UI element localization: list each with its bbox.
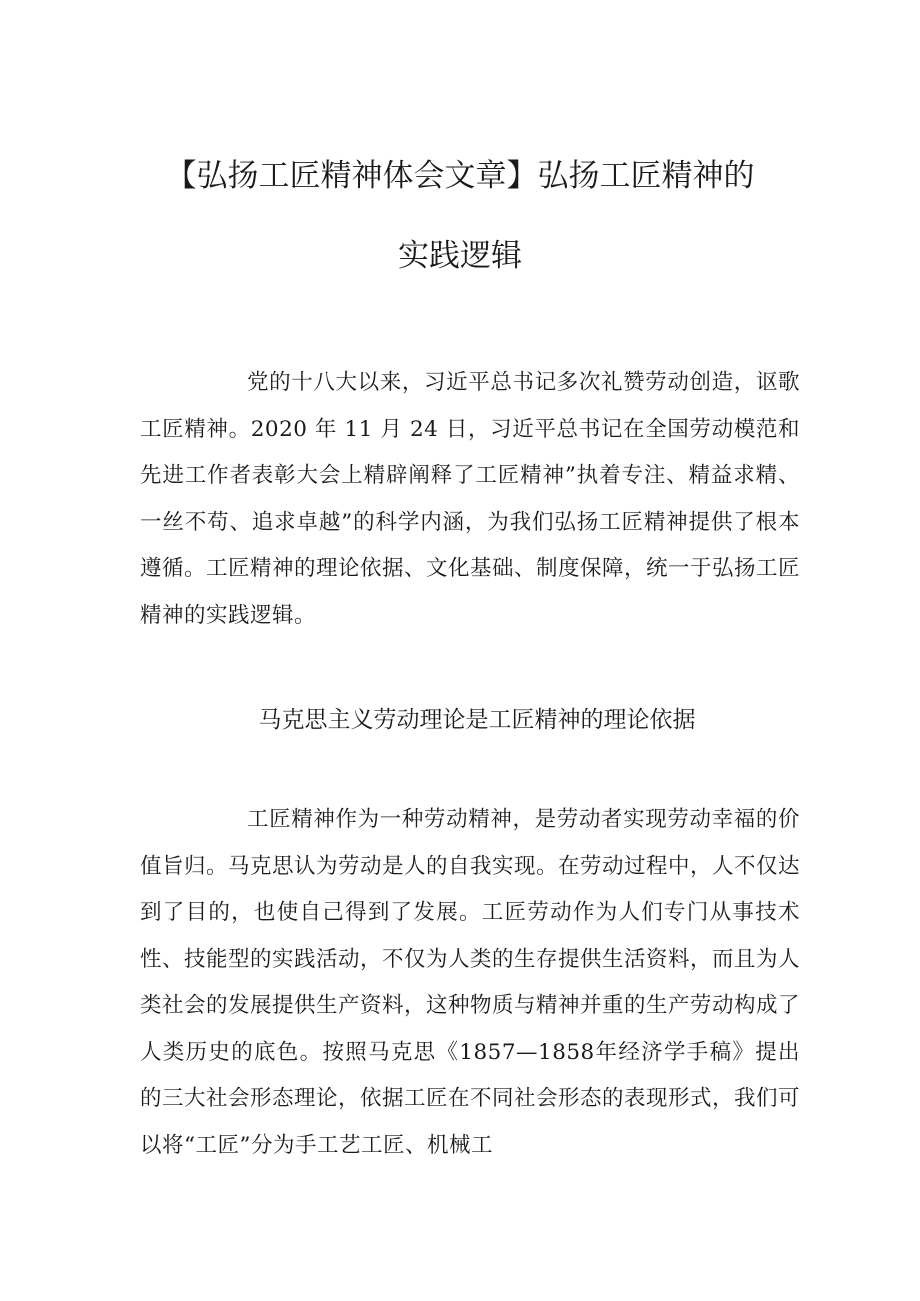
body-paragraph-1: 党的十八大以来，习近平总书记多次礼赞劳动创造，讴歌工匠精神。2020 年 11 月 24 日，习近平总书记在全国劳动模范和先进工作者表彰大会上精辟阐释了工匠精神”执着专注、精益求精、一丝不苟、追求卓越”的科学内涵，为我们弘扬工匠精神提供了根本遵循。工匠精神的理论依据、文化基础、制度保障，统一于弘扬工匠精神的实践逻辑。 <box>140 370 801 628</box>
section-heading: 马克思主义劳动理论是工匠精神的理论依据 <box>258 707 696 733</box>
body-paragraph-2: 工匠精神作为一种劳动精神，是劳动者实现劳动幸福的价值旨归。马克思认为劳动是人的自我实现。在劳动过程中，人不仅达到了目的，也使自己得到了发展。工匠劳动作为人们专门从事技术性、技能型的实践活动，不仅为人类的生存提供生活资料，而且为人类社会的发展提供生产资料，这种物质与精神并重的生产劳动构成了人类历史的底色。按照马克思《1857—1858年经济学手稿》提出的三大社会形态理论，依据工匠在不同社会形态的表现形式，我们可以将“工匠”分为手工艺工匠、机械工 <box>140 807 801 1158</box>
document-title-line-1: 【弘扬工匠精神体会文章】弘扬工匠精神的 <box>165 158 755 194</box>
document-title-line-2: 实践逻辑 <box>398 238 522 274</box>
